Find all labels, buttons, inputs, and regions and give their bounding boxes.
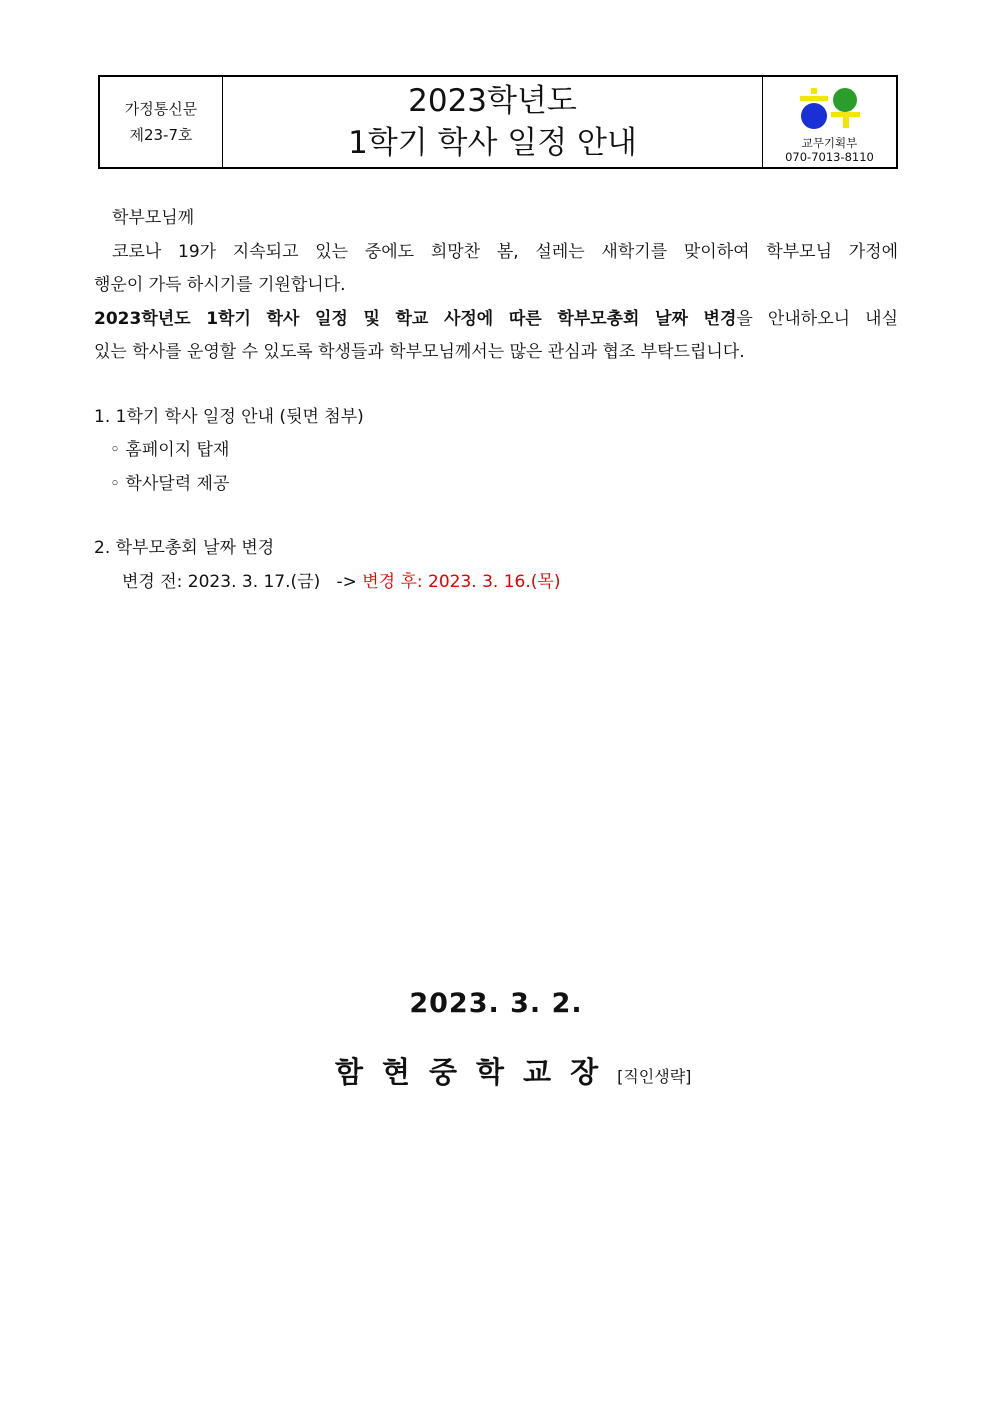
paragraph-2-emphasis: 2023학년도 1학기 학사 일정 및 학교 사정에 따른 학부모총회 날짜 변경 — [94, 308, 737, 329]
section-2-heading: 2. 학부모총회 날짜 변경 — [94, 538, 275, 558]
notice-number: 제23-7호 — [129, 126, 193, 144]
header-box — [98, 75, 898, 169]
section-1-item-calendar: ◦ 학사달력 제공 — [110, 473, 230, 494]
notice-type: 가정통신문 — [124, 100, 198, 118]
department-info — [762, 77, 896, 167]
issue-date: 2023. 3. 2. — [409, 988, 583, 1019]
paragraph-2-line-1 — [94, 303, 898, 337]
section-1-item-homepage: ◦ 홈페이지 탑재 — [110, 440, 230, 460]
title-line-1: 2023학년도 — [408, 83, 577, 119]
section-1-heading: 1. 1학기 학사 일정 안내 (뒷면 첨부) — [94, 406, 364, 427]
page-title — [223, 77, 762, 167]
principal-signature — [335, 1050, 691, 1091]
seal-note: [직인생략] — [617, 1067, 692, 1086]
paragraph-2-rest: 을 안내하오니 내실 — [736, 308, 898, 329]
title-line-2: 1학기 학사 일정 안내 — [348, 125, 637, 161]
principal-title: 함현중학교장 — [335, 1055, 618, 1089]
date-after: 변경 후: 2023. 3. 16.(목) — [362, 571, 561, 592]
date-change-line — [94, 566, 898, 600]
paragraph-1-line-1: 코로나 19가 지속되고 있는 중에도 희망찬 봄, 설레는 새학기를 맞이하여 학부모님 가정에 — [112, 241, 898, 262]
letter-body — [94, 202, 898, 599]
salutation: 학부모님께 — [112, 208, 195, 228]
notice-info — [100, 77, 223, 167]
paragraph-2-line-2: 있는 학사를 운영할 수 있도록 학생들과 학부모님께서는 많은 관심과 협조 부탁드립니다. — [94, 342, 745, 362]
date-before: 변경 전: 2023. 3. 17.(금) — [122, 571, 321, 592]
department-phone: 070-7013-8110 — [785, 150, 874, 164]
change-arrow: -> — [336, 571, 357, 592]
department-name: 교무기획부 — [801, 136, 858, 150]
paragraph-1-line-2: 행운이 가득 하시기를 기원합니다. — [94, 275, 346, 295]
school-logo-icon — [797, 86, 863, 130]
